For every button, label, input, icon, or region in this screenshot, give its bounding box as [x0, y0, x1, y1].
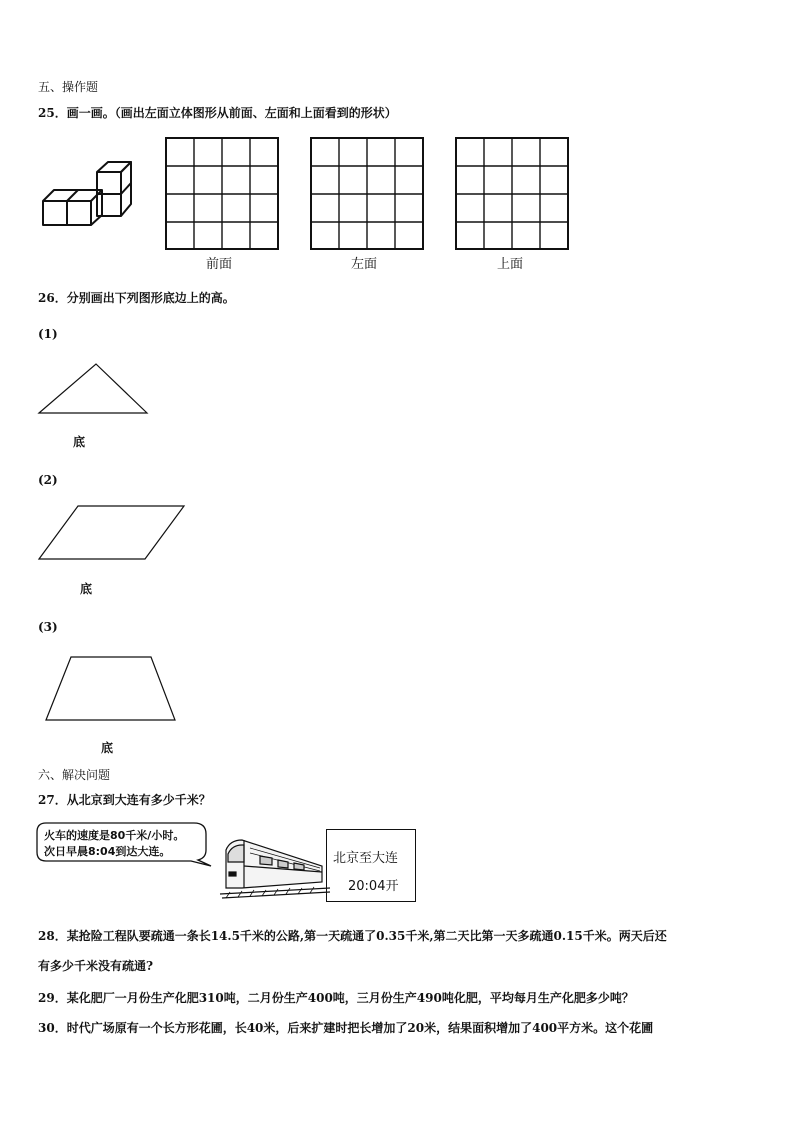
grid-label-top: 上面: [497, 256, 524, 271]
bubble-line-2: 次日早晨8:04到达大连。: [44, 845, 171, 858]
grid-top[interactable]: [455, 137, 570, 250]
question-27-text: 27．从北京到大连有多少千米？: [38, 793, 211, 807]
grid-front[interactable]: [165, 137, 280, 250]
trapezoid-figure[interactable]: [45, 656, 177, 722]
train-illustration: [220, 836, 330, 898]
question-25-text: 25．画一画。（画出左面立体图形从前面、左面和上面看到的形状）: [38, 106, 397, 120]
figure-1-base-label: 底: [73, 435, 86, 449]
sign-route: 北京至大连: [333, 851, 399, 866]
section-title: 五、操作题: [38, 80, 99, 94]
figure-3-number: (3): [38, 620, 58, 634]
section-title-6: 六、解决问题: [38, 768, 111, 782]
sign-time: 20:04开: [348, 879, 399, 894]
triangle-figure[interactable]: [38, 362, 150, 416]
question-29-text: 29．某化肥厂一月份生产化肥310吨，二月份生产400吨，三月份生产490吨化肥，平均每月生产化肥多少吨？: [38, 991, 634, 1005]
question-28-line-2: 有多少千米没有疏通?: [38, 959, 154, 973]
figure-2-base-label: 底: [80, 582, 93, 596]
question-28-line-1: 28．某抢险工程队要疏通一条长14.5千米的公路,第一天疏通了0.35千米,第二天比第一天多疏通0.15千米。两天后还: [38, 929, 667, 943]
cube-stack-figure: [36, 158, 136, 230]
figure-3-base-label: 底: [101, 741, 114, 755]
bubble-line-1: 火车的速度是80千米/小时。: [44, 829, 185, 842]
figure-1-number: (1): [38, 327, 58, 341]
parallelogram-figure[interactable]: [38, 505, 186, 561]
grid-label-front: 前面: [206, 256, 233, 271]
question-30-text: 30．时代广场原有一个长方形花圃，长40米，后来扩建时把长增加了20米，结果面积增加了400平方米。这个花圃: [38, 1021, 654, 1035]
grid-left[interactable]: [310, 137, 425, 250]
figure-2-number: (2): [38, 473, 58, 487]
question-26-text: 26．分别画出下列图形底边上的高。: [38, 291, 235, 305]
grid-label-left: 左面: [351, 256, 378, 271]
